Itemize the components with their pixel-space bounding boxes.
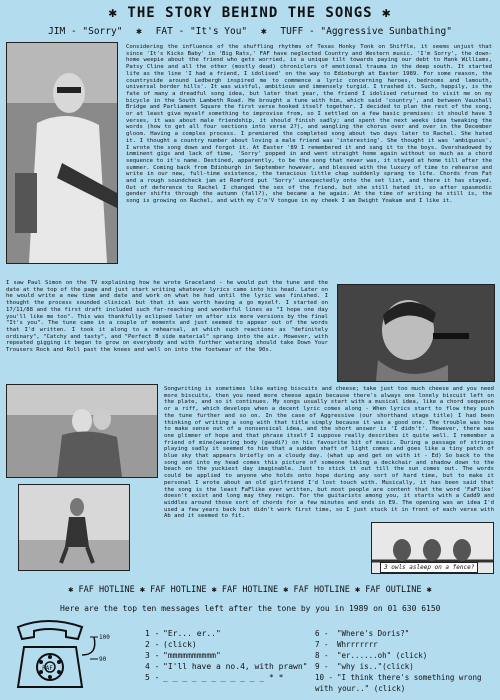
- telephone-icon: [8, 615, 108, 695]
- story-aggressive: Songwriting is sometimes like eating biscuits and cheese; take just too much cheese and you need more biscuits, then you need more cheese again because there's always one lonely biscuit left on the plate, and so it continues. My songs usually start with a musical idea, like a chord sequence or a riff, which develops when a decent lyric comes along - When lyrics start to flow they push the tune further and so on. In the case of Aggressive (our shorthand stage title) I had been thinking of writing a song with that title simply because it was a good one. The trouble was how to make sense out of a nonsensical idea, and the short answer is 'I didn't'. However, there was one glimmer of hope and that phrase itself I suppose really describes it quite well. I remember a friend of mine(wearing body (gaudi?) on his favourite bit of music. During a passage of strings playing sadly it seemed to him that a sudden shaft of light comes and goes like a tiny patch of blue sky that appears briefly on a cloudy day. (what up and get on with it - Ed) So back to the song and into my head comes this picture of someone taking a deckchair and shadow down to the beach on the yuckiest day imaginable. Just to stick it out till the sun comes out. The words could be applied to anyone who holds onto hope during any sort of hard time, but to make it personal I wrote about an old girlfriend I'd lost touch with. Musically, it has been said that the song is the least FaFlike ever written, but most people are content that the word 'FaFlike' doesn't exist and long may they reign. For the guitarists among you, it starts with a Cadd9 and widdles around those sort of chords for a few minutes and ends in E9. The opening was an idea I'd used a few years back but didn't work first time, so I just stuck it in front of each verse with Ab and it seemed to fit.: [164, 386, 494, 520]
- star-icon: ✱: [382, 5, 392, 21]
- star-icon: ✱: [426, 585, 432, 595]
- credit-fat: FAT - "It's You": [155, 26, 248, 37]
- title-text: THE STORY BEHIND THE SONGS: [127, 5, 373, 21]
- photo-jim: [6, 42, 118, 264]
- banner-item: FAF HOTLINE: [293, 585, 350, 595]
- credit-jim: JIM - "Sorry": [48, 26, 123, 37]
- star-icon: ✱: [260, 26, 267, 37]
- hotline-intro: Here are the top ten messages left after the tone by you in 1989 on 01 630 6150: [60, 604, 441, 613]
- star-icon: ✱: [108, 5, 118, 21]
- phone-label-100: 100: [99, 634, 110, 641]
- banner-item: FAF HOTLINE: [150, 585, 207, 595]
- list-item: 7 - Whrrrrrrr: [315, 640, 378, 649]
- list-item: 8 - "er......oh" (click): [315, 651, 428, 660]
- list-item: 4 - "I'll have a no.4, with prawn": [145, 662, 308, 671]
- credit-tuff: TUFF - "Aggressive Sunbathing": [280, 26, 452, 37]
- list-item: 10 - "I think there's something wrong with your.." (click): [315, 673, 482, 693]
- messages-left-column: [145, 628, 308, 683]
- banner-item: FAF HOTLINE: [78, 585, 135, 595]
- list-item: 9 - "why is.."(click): [315, 662, 414, 671]
- messages-right-column: [315, 628, 495, 694]
- hotline-banner: [0, 585, 500, 595]
- star-icon: ✱: [139, 585, 146, 595]
- list-item: 6 - "Where's Doris?": [315, 629, 410, 638]
- banner-item: FAF HOTLINE: [221, 585, 279, 595]
- story-its-you: I saw Paul Simon on the TV explaining how he wrote Graceland - he would put the tune and the date at the top of the page and just start writing whatever lyrics came into his head. Later on he would write a new time and date and work on what he had until the lyric was finished. I thought the process sounded clinical but that it was worth having a go myself. I started on 17/11/88 and the first draft included such far-reaching and wonderful lines as "I hope one day you'll like me too". This was thankfully eclipsed later on after six more versions by the final "It's you". The tune came in a couple of moments and just seemed to appear out of the words that I'd written. I took it along to a rehearsal, at which such reactions as "definitely ordinary", "Catchy and tasty", and "Perfect B side material" sprang into the air. However, with repeated gigging it began to grow on everybody and with further watering should take Down Your Trousers Rock and Roll past the knees and well on into the footwear of the 90s.: [6, 280, 328, 354]
- story-sorry: Considering the influence of the shuffling rhythms of Texas Honky Tonk on Shiffle, it seems unjust that since 'It's Kicks Baby' in 'Big Rats,' FAF have neglected Country and Western music. 'I'm Sorry', the down-home weepie about the friend who gets worried, is a unique tilt towards paying our debt to Hank Williams, Patsy Cline and all the other (mostly dead) chroniclers of emotional trauma in the deep south. It started life as the line 'I had a friend, I idolised' on the way to Edinburgh at Easter 1989. For some reason, the countryside around Ledbergh inspired me to commence a lyric concerning heroes, bedrooms and lamouth, universal border hills'. It was wistful, ambitious and immensely turgid. I trashed it. Such, happily, is the fate of many a dreadful song idea, but later that year, the friend I idolised returned to visit me on my bicycle in the South Lambeth Road. He brought a tune with him, which said 'country', and between Vauxhall Bridge and Parliament Square the first verse hooked itself together. I decided to plan the rest of the song, or at least give myself something to improvise from, so I settled on a few basic premises: it should have 3 verses, it was about male friendship, it should finish sadly; and spent the next weeks idea tweaking the words (how to get all four sections into verse 2?), and wangling the chorus over and over in the December gloom. Having a complex process. I premiered the completed song about two days later to Rachel. She hated it. I thought a country number about loving a male friend was 'interesting'. She thought it was 'ambiguous'. I wrote the song down and forgot it. At Easter '89 I remembered it and sang it to the boys. Overshadowed by imminent gigs and lack of time, 'Sorry' popped in and went straight home again without so much as a chord sequence to it's name. Destined, apparently, to be the song that never was, it stayed at home till after the summer. Coming back from Edinburgh in September however, and blessed with the luxury of time to rehearse and write in our new, full-time existence, the tenacious little chap suddenly sprang to life. Chords from Fat and a rough soundcheck jam at Romford put 'Sorry' unexpectedly onto the set list, and there it has stayed. Out of deference to Rachel I changed the sex of the friend, but she still hated it, so after spasmodic gender shifts through the autumn (fall?), she became a he again. At the time of writing he still is, the song is growing on Rachel, and with my C'n'V tongue in my cheek I am Dwight Yoakam and I like it.: [126, 44, 492, 205]
- star-icon: ✱: [136, 26, 142, 37]
- list-item: 2 - (click): [145, 640, 197, 649]
- list-item: 1 - "Er... er..": [145, 629, 221, 638]
- page-title: [0, 5, 500, 21]
- star-icon: ✱: [354, 585, 361, 595]
- photo-caption: 3 owls asleep on a fence?: [380, 562, 478, 573]
- star-icon: ✱: [283, 585, 289, 595]
- photo-beach: [18, 484, 130, 571]
- list-item: 5 - _ _ _ _ _ _ _ _ _ _ _ * *: [145, 673, 284, 682]
- photo-tuff: [6, 384, 158, 478]
- banner-item: FAF OUTLINE: [365, 585, 422, 595]
- star-icon: ✱: [211, 585, 217, 595]
- star-icon: ✱: [68, 585, 74, 595]
- list-item: 3 - "mmmmmmmmmm": [145, 651, 221, 660]
- song-credits: [0, 26, 500, 37]
- phone-badge: FAF: [42, 665, 53, 672]
- phone-label-90: 90: [99, 656, 107, 663]
- photo-fat: [337, 284, 495, 382]
